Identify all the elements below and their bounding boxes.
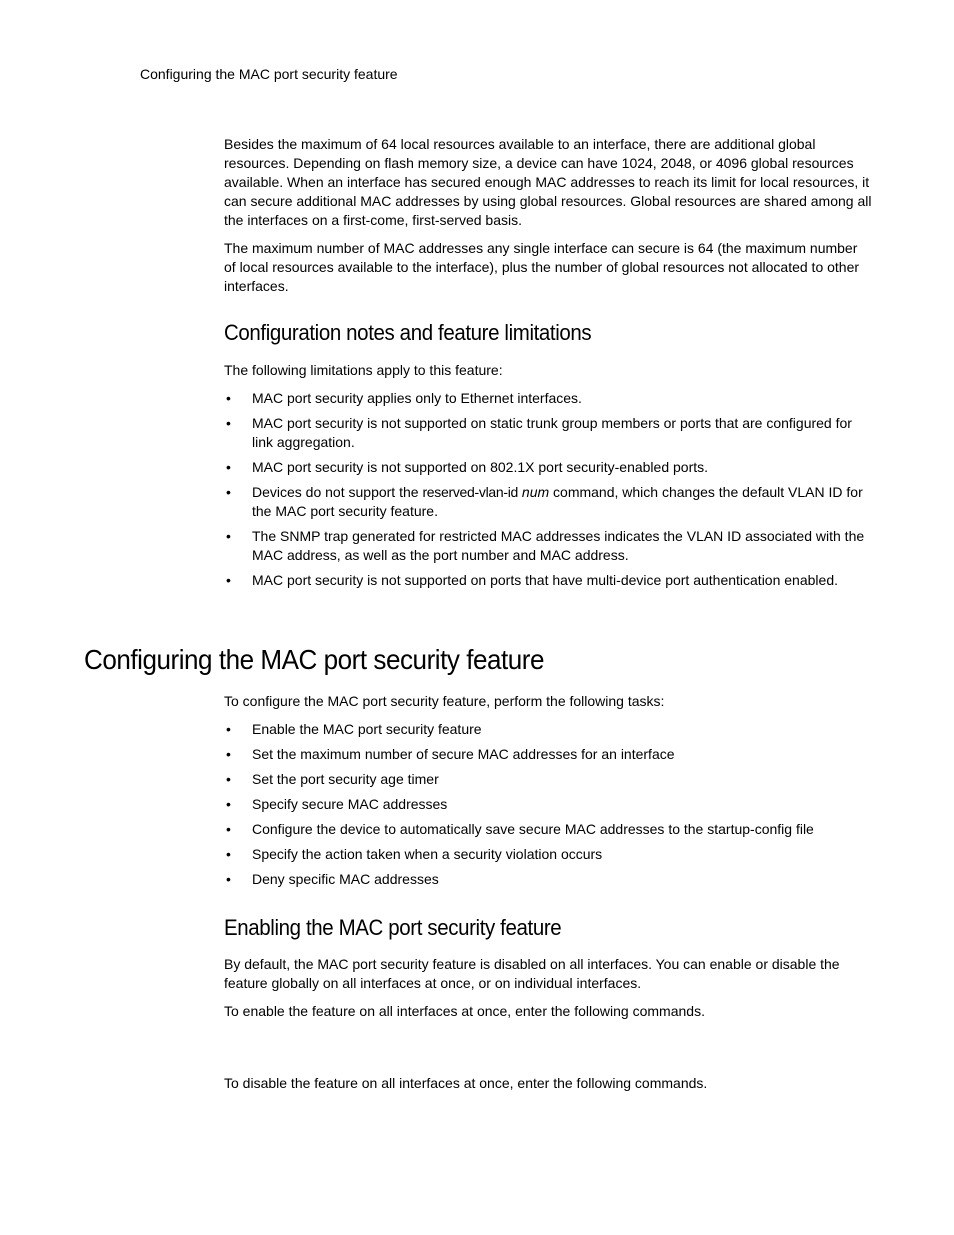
intro-paragraph-2: The maximum number of MAC addresses any single interface can secure is 64 (the maximum number of local resources available to the interface), plus the number of global resources not allocated to other interfaces. (224, 240, 860, 294)
list-item: • Enable the MAC port security feature (224, 720, 872, 739)
limitations-list (224, 389, 872, 590)
list-item-reserved-vlan (224, 483, 872, 521)
list-item: • MAC port security applies only to Ethernet interfaces. (224, 389, 872, 408)
tasks-list (224, 720, 872, 889)
item-text-pre: Devices do not support the (252, 484, 423, 500)
disabling-section (224, 1074, 872, 1093)
enabling-section (224, 955, 872, 1021)
intro-section (224, 135, 872, 296)
command-reserved-vlan-id: reserved-vlan-id (422, 484, 519, 500)
command-argument: num (521, 484, 550, 500)
disabling-paragraph: To disable the feature on all interfaces at once, enter the following commands. (224, 1075, 708, 1091)
list-item: • MAC port security is not supported on 802.1X port security-enabled ports. (224, 458, 872, 477)
list-item: • The SNMP trap generated for restricted MAC addresses indicates the VLAN ID associated with the MAC address, as well as the port number and MAC address. (224, 527, 872, 565)
list-item: • Specify secure MAC addresses (224, 795, 872, 814)
list-item: • Specify the action taken when a security violation occurs (224, 845, 872, 864)
list-item: • MAC port security is not supported on ports that have multi-device port authentication enabled. (224, 571, 872, 590)
item-text-post: command, which changes the default VLAN ID for the MAC port security feature. (252, 484, 863, 519)
limitations-section (224, 361, 872, 596)
intro-paragraph-1: Besides the maximum of 64 local resources available to an interface, there are additional global resources. Depending on flash memory size, a device can have 1024, 2048, or 4096 global resources available. When an interface has secured enough MAC addresses to reach its limit for local resources, it can secure additional MAC addresses by using global resources. Global resources are shared among all the interfaces on a first-come, first-served basis. (224, 136, 872, 228)
list-item: • Set the maximum number of secure MAC addresses for an interface (224, 745, 872, 764)
running-header: Configuring the MAC port security feature (140, 66, 398, 82)
configuring-section (224, 692, 872, 895)
list-item: • Configure the device to automatically save secure MAC addresses to the startup-config file (224, 820, 872, 839)
limitations-lead: The following limitations apply to this feature: (224, 362, 503, 378)
enabling-heading: Enabling the MAC port security feature (224, 915, 562, 940)
enabling-paragraph-2: To enable the feature on all interfaces at once, enter the following commands. (224, 1003, 705, 1019)
list-item: • Set the port security age timer (224, 770, 872, 789)
section-heading-configuring: Configuring the MAC port security feature (84, 644, 545, 675)
list-item: • MAC port security is not supported on static trunk group members or ports that are configured for link aggregation. (224, 414, 872, 452)
list-item: • Deny specific MAC addresses (224, 870, 872, 889)
enabling-paragraph-1: By default, the MAC port security feature is disabled on all interfaces. You can enable or disable the feature globally on all interfaces at once, or on individual interfaces. (224, 956, 840, 991)
configuring-lead: To configure the MAC port security feature, perform the following tasks: (224, 693, 665, 709)
limitations-heading: Configuration notes and feature limitations (224, 320, 592, 345)
